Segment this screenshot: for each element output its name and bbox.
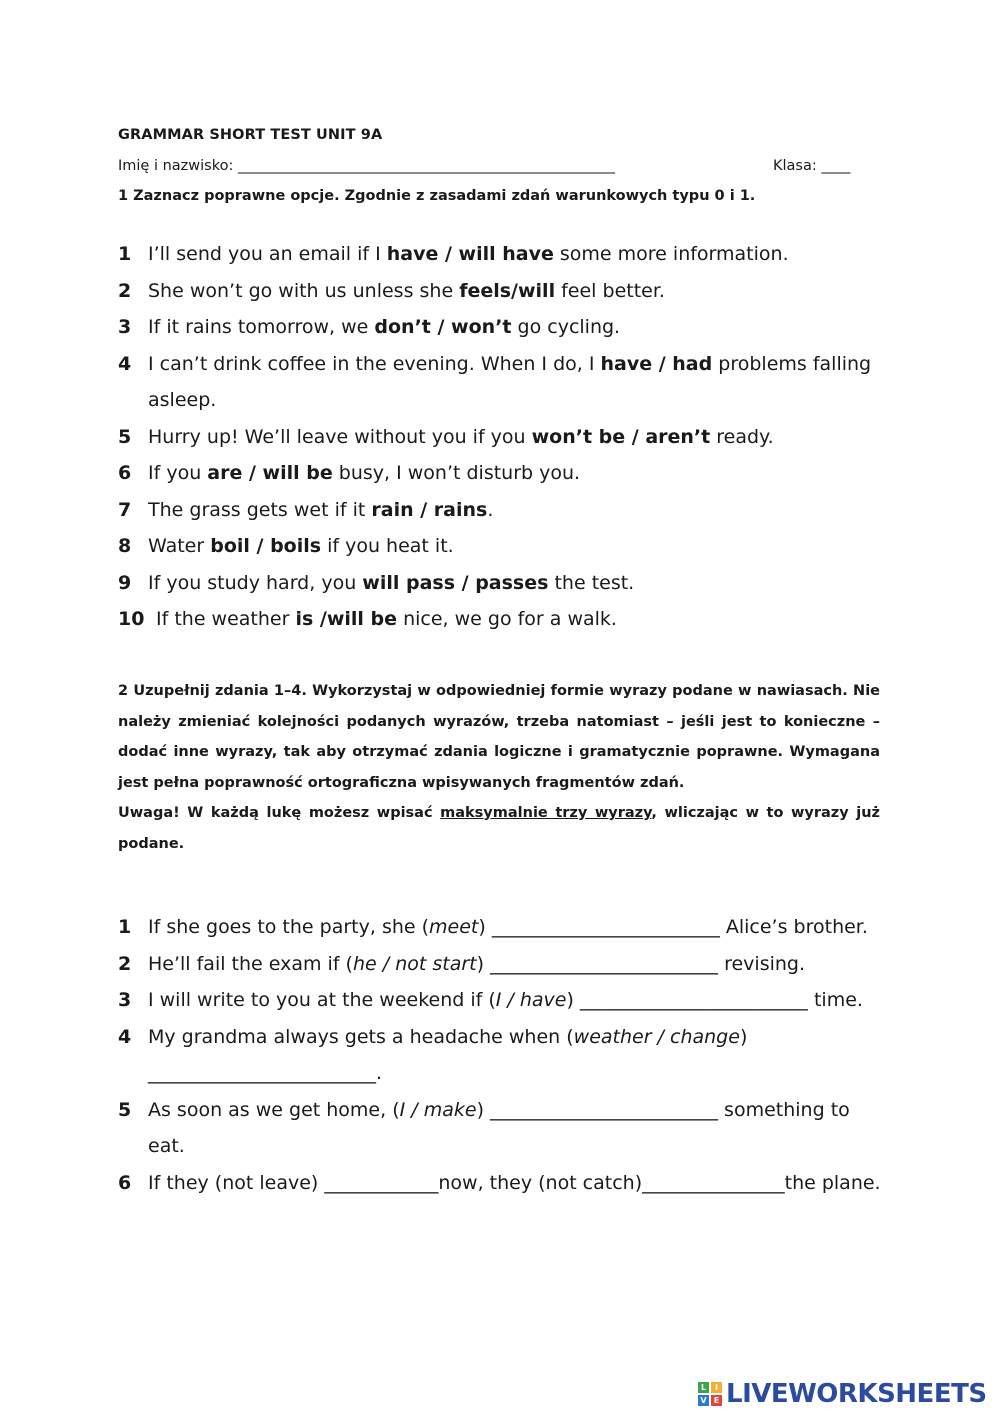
answer-gap[interactable]: ) ________________________ time. (566, 989, 863, 1011)
question-number: 1 (118, 916, 132, 938)
question-number: 7 (118, 498, 132, 521)
answer-gap[interactable]: ) ________________________. (148, 1025, 748, 1084)
section2-note: Uwaga! W każdą lukę możesz wpisać maksymalnie trzy wyrazy, wliczając w to wyrazy już podane. (118, 805, 880, 852)
question-number: 5 (118, 1098, 132, 1121)
answer-options[interactable]: rain / rains (371, 498, 488, 521)
question-number: 4 (118, 352, 132, 375)
badge-letter: I (711, 1382, 722, 1393)
answer-gap[interactable]: ) ________________________ revising. (476, 952, 806, 975)
question-number: 4 (118, 1025, 132, 1048)
liveworksheets-logo (698, 1377, 987, 1411)
section2-question-list (118, 909, 888, 1201)
question-number: 2 (118, 952, 132, 975)
question-number: 6 (118, 1171, 132, 1194)
answer-options[interactable]: won’t be / aren’t (531, 425, 711, 448)
logo-badge-icon (698, 1382, 722, 1406)
badge-letter: E (711, 1395, 722, 1406)
question-number: 5 (118, 425, 132, 448)
section1-question-list (118, 236, 888, 638)
s1-question: 6 If you are / will be busy, I won’t disturb you. (118, 455, 888, 492)
answer-gap[interactable]: ) ________________________ Alice’s brother. (478, 916, 868, 938)
section1-instruction: 1 Zaznacz poprawne opcje. Zgodnie z zasadami zdań warunkowych typu 0 i 1. (118, 188, 756, 204)
answer-options[interactable]: boil / boils (210, 535, 322, 557)
s1-question: 3 If it rains tomorrow, we don’t / won’t go cycling. (118, 309, 888, 346)
s1-question: 10 If the weather is /will be nice, we go for a walk. (118, 601, 888, 638)
s1-question: 5 Hurry up! We’ll leave without you if you won’t be / aren’t ready. (118, 419, 888, 456)
badge-letter: L (698, 1382, 709, 1393)
question-number: 3 (118, 316, 132, 338)
section2-instruction-block (118, 676, 880, 859)
question-number: 3 (118, 989, 132, 1011)
s2-question: 2 He’ll fail the exam if (he / not start) ________________________ revising. (118, 946, 888, 983)
answer-options[interactable]: will pass / passes (362, 571, 549, 594)
s1-question: 4 I can’t drink coffee in the evening. When I do, I have / had problems falling asleep. (118, 346, 888, 419)
word-hint: I / make (399, 1098, 477, 1121)
badge-letter: V (698, 1395, 709, 1406)
name-field-label: Imię i nazwisko: ____________________________________________________ (118, 158, 615, 174)
s1-question: 9 If you study hard, you will pass / passes the test. (118, 565, 888, 602)
answer-options[interactable]: are / will be (207, 462, 333, 484)
answer-gap[interactable]: If they (not leave) ____________now, they (not catch)_______________the plane. (148, 1171, 881, 1194)
s1-question: 1 I’ll send you an email if I have / will have some more information. (118, 236, 888, 273)
answer-options[interactable]: feels/will (459, 279, 556, 302)
logo-text: LIVEWORKSHEETS (726, 1379, 987, 1409)
word-hint: weather / change (573, 1025, 740, 1048)
answer-options[interactable]: don’t / won’t (374, 316, 512, 338)
answer-gap[interactable]: ) ________________________ something to eat. (148, 1098, 850, 1157)
s2-question: 5 As soon as we get home, (I / make) ________________________ something to eat. (118, 1092, 888, 1165)
answer-options[interactable]: have / will have (386, 243, 554, 265)
question-number: 9 (118, 571, 132, 594)
question-number: 10 (118, 608, 145, 630)
answer-options[interactable]: is /will be (295, 608, 398, 630)
answer-options[interactable]: have / had (600, 352, 713, 375)
s2-question: 3 I will write to you at the weekend if (I / have) ________________________ time. (118, 982, 888, 1019)
word-hint: he / not start (352, 952, 477, 975)
question-number: 2 (118, 279, 132, 302)
section2-instruction: 2 Uzupełnij zdania 1–4. Wykorzystaj w odpowiedniej formie wyrazy podane w nawiasach. Nie należy zmieniać kolejności podanych wyrazów, trzeba natomiast – jeśli jest to konieczne – dodać inne wyrazy, tak aby otrzymać zdania logiczne i gramatycznie poprawne. Wymagana jest pełna poprawność ortograficzna wpisywanych fragmentów zdań. (118, 683, 880, 791)
word-hint: I / have (495, 989, 567, 1011)
student-info-row (118, 158, 878, 174)
page-title: GRAMMAR SHORT TEST UNIT 9A (118, 127, 383, 143)
question-number: 8 (118, 535, 132, 557)
word-hint: meet (429, 916, 479, 938)
s2-question: 4 My grandma always gets a headache when (weather / change) ________________________. (118, 1019, 748, 1092)
class-field-label: Klasa: ____ (773, 158, 851, 174)
question-number: 6 (118, 462, 132, 484)
s1-question: 8 Water boil / boils if you heat it. (118, 528, 888, 565)
question-number: 1 (118, 243, 132, 265)
s2-question: 1 If she goes to the party, she (meet) ________________________ Alice’s brother. (118, 909, 888, 946)
s1-question: 2 She won’t go with us unless she feels/will feel better. (118, 273, 888, 310)
s2-question (118, 1165, 888, 1202)
s1-question: 7 The grass gets wet if it rain / rains. (118, 492, 888, 529)
